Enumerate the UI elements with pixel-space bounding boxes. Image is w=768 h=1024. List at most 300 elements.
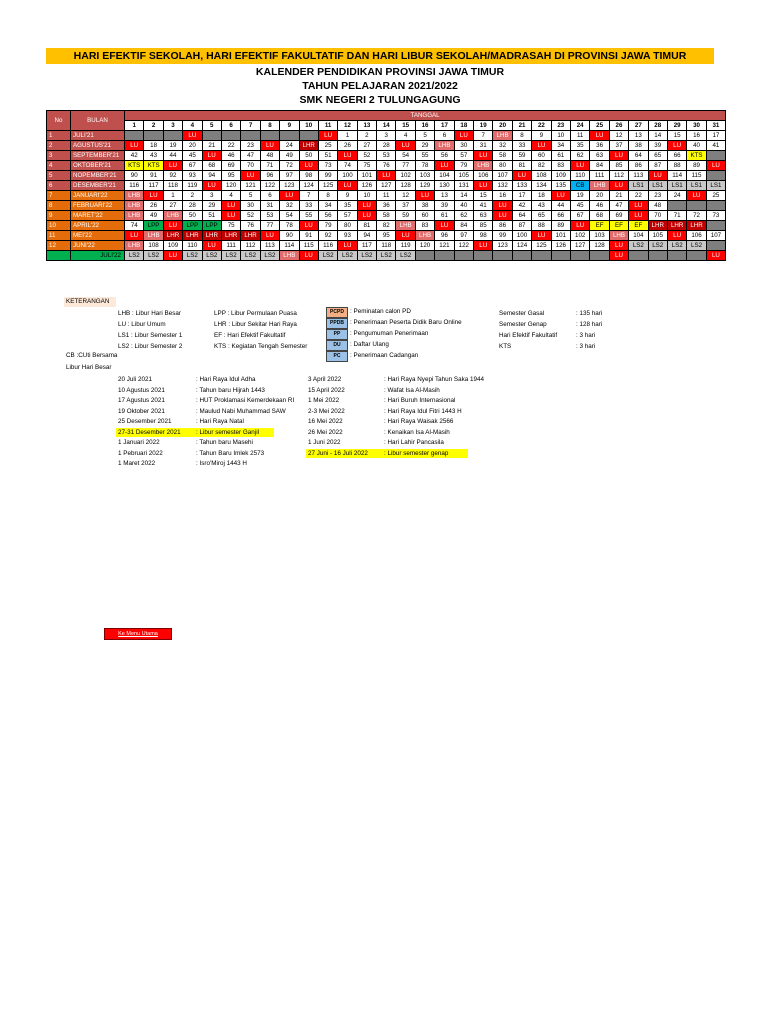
day-cell: 123 [280,181,299,191]
day-cell [667,251,686,261]
legend-title: KETERANGAN [64,297,116,307]
day-cell [551,251,570,261]
calendar-title: KALENDER PENDIDIKAN PROVINSI JAWA TIMUR [255,66,505,78]
month-row [47,201,726,211]
day-cell: 104 [435,171,454,181]
day-cell: 133 [512,181,531,191]
day-header: 31 [706,121,725,131]
day-cell: LU [551,191,570,201]
holiday-name: : Hari Raya Natal [196,418,244,425]
day-cell: 91 [144,171,163,181]
row-number: 1 [47,131,71,141]
day-cell [687,201,706,211]
day-cell: LU [687,191,706,201]
holiday-date: 27-31 Desember 2021 [118,428,181,436]
day-cell: 97 [454,231,473,241]
day-cell: LHB [280,251,299,261]
day-header: 23 [551,121,570,131]
day-cell: 75 [357,161,376,171]
holiday-date: 25 Desember 2021 [118,418,172,425]
day-cell: LS2 [357,251,376,261]
day-cell [706,171,725,181]
day-cell: 110 [570,171,589,181]
day-cell: 16 [687,131,706,141]
day-cell: 39 [648,141,667,151]
day-cell: LHB [609,231,628,241]
day-cell: 110 [183,241,202,251]
day-header: 18 [454,121,473,131]
day-cell: LHR [163,231,182,241]
day-header: 12 [338,121,357,131]
day-cell: 12 [396,191,415,201]
day-cell: LHB [125,211,144,221]
month-row [47,241,726,251]
day-cell: 76 [377,161,396,171]
day-cell: 21 [609,191,628,201]
day-cell: 99 [493,231,512,241]
day-cell: 40 [687,141,706,151]
day-cell: LU [260,231,279,241]
day-header: 19 [474,121,493,131]
day-cell: 65 [648,151,667,161]
day-cell: 45 [570,201,589,211]
day-cell: 87 [512,221,531,231]
day-header: 24 [570,121,589,131]
day-cell: LHB [474,161,493,171]
day-cell: LU [570,161,589,171]
day-cell: 33 [299,201,318,211]
day-cell: 11 [570,131,589,141]
day-cell: 98 [299,171,318,181]
day-cell: 56 [318,211,337,221]
day-cell: 61 [435,211,454,221]
day-cell: 111 [221,241,240,251]
row-number: 6 [47,181,71,191]
day-cell: 59 [396,211,415,221]
day-cell: KTS [144,161,163,171]
row-number: 11 [47,231,71,241]
day-cell: LU [609,241,628,251]
day-header: 17 [435,121,454,131]
day-cell: 112 [241,241,260,251]
day-cell: 3 [202,191,221,201]
summary-value: : 3 hari [576,332,596,339]
day-cell: 1 [163,191,182,201]
holiday-date: 1 Mei 2022 [308,397,340,404]
day-cell [648,251,667,261]
legend-box-label: : Pengumuman Penerimaan [350,330,429,337]
day-cell: LS2 [318,251,337,261]
day-cell [512,251,531,261]
day-cell: 111 [590,171,609,181]
day-cell: LU [125,141,144,151]
day-cell: 108 [144,241,163,251]
day-cell: 73 [318,161,337,171]
day-cell: LU [396,231,415,241]
month-row [47,171,726,181]
day-cell: 5 [241,191,260,201]
day-cell: LS1 [687,181,706,191]
day-cell: 34 [551,141,570,151]
day-cell: EF [609,221,628,231]
day-cell: LHR [667,221,686,231]
holiday-date: 10 Agustus 2021 [118,386,165,394]
day-cell: 36 [377,201,396,211]
day-cell: LU [221,201,240,211]
day-cell: LU [648,171,667,181]
legend-box-label: : Penerimaan Cadangan [350,352,419,359]
day-cell: 51 [202,211,221,221]
day-cell: 107 [493,171,512,181]
day-cell: 77 [396,161,415,171]
header-no: No [47,111,71,131]
day-cell: 68 [590,211,609,221]
day-cell: 61 [551,151,570,161]
holiday-name: : Hari Raya Idul Adha [196,376,256,383]
day-cell: 124 [299,181,318,191]
day-cell [435,251,454,261]
day-cell: 96 [435,231,454,241]
day-cell: 120 [221,181,240,191]
day-cell: 118 [377,241,396,251]
day-cell: 13 [435,191,454,201]
day-cell: LU [706,161,725,171]
day-cell: LHB [125,191,144,201]
day-header: 20 [493,121,512,131]
day-cell: 15 [667,131,686,141]
day-cell: LPP [144,221,163,231]
day-header: 15 [396,121,415,131]
day-cell: 4 [221,191,240,201]
day-cell: 77 [260,221,279,231]
day-cell: 112 [609,171,628,181]
holiday-name: : Tahun Baru Imlek 2573 [196,449,265,457]
day-cell: 132 [493,181,512,191]
holiday-name: : Hari Buruh Internasional [384,397,456,404]
day-cell: LU [338,241,357,251]
day-cell: 86 [493,221,512,231]
day-cell: 36 [590,141,609,151]
day-cell: 20 [590,191,609,201]
row-number: 4 [47,161,71,171]
day-cell: 6 [435,131,454,141]
day-header: 29 [667,121,686,131]
day-cell: LU [221,211,240,221]
day-cell: 81 [512,161,531,171]
day-cell: 81 [357,221,376,231]
day-cell: 35 [570,141,589,151]
day-cell: 6 [260,191,279,201]
day-cell [629,251,648,261]
day-cell: 10 [357,191,376,201]
day-cell: 126 [357,181,376,191]
day-cell [687,251,706,261]
day-cell: 89 [551,221,570,231]
day-cell [667,201,686,211]
day-cell: 62 [570,151,589,161]
day-cell: 9 [532,131,551,141]
month-name: DESEMBER'21 [71,181,125,191]
day-cell: LU [338,151,357,161]
row-number: 9 [47,211,71,221]
day-cell [125,131,144,141]
day-cell: LU [144,191,163,201]
day-cell: 17 [706,131,725,141]
day-cell: 122 [260,181,279,191]
day-cell: 30 [454,141,473,151]
holiday-date: 19 Oktober 2021 [118,407,165,415]
month-row [47,211,726,221]
academic-year: TAHUN PELAJARAN 2021/2022 [302,80,458,92]
day-cell: LHB [125,201,144,211]
day-cell: 47 [609,201,628,211]
day-cell: LHB [590,181,609,191]
day-cell: 100 [512,231,531,241]
day-cell: LU [609,251,628,261]
day-cell: 46 [221,151,240,161]
row-number [47,251,71,261]
day-cell: 43 [532,201,551,211]
day-cell [144,131,163,141]
holiday-name: : Hari Raya Waisak 2566 [384,418,454,425]
day-cell [454,251,473,261]
day-cell: 88 [532,221,551,231]
day-cell [280,131,299,141]
day-cell: 48 [648,201,667,211]
day-cell [570,251,589,261]
row-number: 7 [47,191,71,201]
day-cell: LHR [648,221,667,231]
day-cell: 33 [512,141,531,151]
day-header: 21 [512,121,531,131]
day-cell: 57 [338,211,357,221]
day-cell: LU [202,151,221,161]
day-cell: 99 [318,171,337,181]
day-cell: LS2 [241,251,260,261]
legend-box: PC [326,351,348,362]
day-header: 5 [202,121,221,131]
day-cell: 97 [280,171,299,181]
holiday-date: 15 April 2022 [308,386,345,394]
day-cell: 26 [144,201,163,211]
day-cell: 66 [667,151,686,161]
day-cell: 37 [396,201,415,211]
day-cell: LS1 [706,181,725,191]
holiday-date: 1 Januari 2022 [118,439,160,446]
row-number: 8 [47,201,71,211]
day-cell: LU [609,181,628,191]
summary-label: Hari Efektif Fakultatif [499,332,558,339]
day-cell: 5 [415,131,434,141]
day-cell: 100 [338,171,357,181]
day-cell: 38 [629,141,648,151]
day-cell: 51 [318,151,337,161]
day-cell: 2 [357,131,376,141]
day-cell: LS1 [648,181,667,191]
day-cell: 119 [396,241,415,251]
day-cell: 64 [629,151,648,161]
day-cell: LHB [125,241,144,251]
day-cell: 87 [648,161,667,171]
day-cell: 118 [163,181,182,191]
day-cell: 49 [144,211,163,221]
month-row [47,161,726,171]
day-cell: 125 [532,241,551,251]
day-cell: 75 [221,221,240,231]
day-cell: LHB [396,221,415,231]
legend-box-label: : Peminatan calon PD [350,308,411,315]
month-row [47,181,726,191]
day-cell: LU [299,251,318,261]
day-cell [590,251,609,261]
holiday-date: 1 Maret 2022 [118,460,156,467]
day-cell: 2 [183,191,202,201]
day-cell: 79 [454,161,473,171]
day-cell: 11 [377,191,396,201]
day-cell: 8 [318,191,337,201]
day-cell: 117 [144,181,163,191]
day-cell: 86 [629,161,648,171]
day-cell: 95 [221,171,240,181]
school-name: SMK NEGERI 2 TULUNGAGUNG [299,94,461,106]
day-cell: 69 [221,161,240,171]
day-cell: 50 [299,151,318,161]
day-cell: 42 [512,201,531,211]
day-cell: 76 [241,221,260,231]
day-cell: LS2 [221,251,240,261]
day-cell: LHB [493,131,512,141]
day-cell: 67 [183,161,202,171]
day-cell: 116 [125,181,144,191]
day-cell: 73 [706,211,725,221]
day-cell: 106 [687,231,706,241]
day-cell [221,131,240,141]
day-cell [241,131,260,141]
day-cell: 109 [551,171,570,181]
day-cell: 53 [260,211,279,221]
day-header: 13 [357,121,376,131]
day-header: 9 [280,121,299,131]
day-cell: LU [163,251,182,261]
day-cell: 26 [338,141,357,151]
day-cell: 82 [532,161,551,171]
day-cell: 3 [377,131,396,141]
day-cell: LS2 [377,251,396,261]
legend-item: LS1 : Libur Semester 1 [118,332,183,339]
day-cell: LS2 [202,251,221,261]
day-cell: EF [590,221,609,231]
day-cell: 24 [667,191,686,201]
day-cell: 121 [241,181,260,191]
day-cell: LU [667,141,686,151]
day-header: 11 [318,121,337,131]
day-cell: 39 [435,201,454,211]
day-cell: 35 [338,201,357,211]
day-cell: 1 [338,131,357,141]
day-header: 7 [241,121,260,131]
holiday-date: 3 April 2022 [308,376,342,383]
day-cell: 14 [454,191,473,201]
day-cell: 64 [512,211,531,221]
day-cell: 79 [318,221,337,231]
day-cell: KTS [125,161,144,171]
row-number: 12 [47,241,71,251]
day-cell [493,251,512,261]
day-cell: LU [280,191,299,201]
day-cell: 30 [241,201,260,211]
day-cell: 102 [570,231,589,241]
holiday-name: : Hari Raya Idul Fitri 1443 H [384,407,462,415]
holiday-date: 1 Pebruari 2022 [118,449,163,457]
day-cell: 16 [493,191,512,201]
main-menu-button[interactable]: Ke Menu Utama [104,628,172,640]
day-cell: 55 [299,211,318,221]
day-cell: 69 [609,211,628,221]
day-cell [706,151,725,161]
day-header: 2 [144,121,163,131]
day-cell: 117 [357,241,376,251]
day-cell: 67 [570,211,589,221]
day-cell: LS2 [125,251,144,261]
day-cell: LS2 [260,251,279,261]
day-cell: 25 [706,191,725,201]
day-cell: LU [512,171,531,181]
day-cell: LS1 [667,181,686,191]
day-cell: LS2 [648,241,667,251]
day-cell: 63 [590,151,609,161]
summary-label: Semester Gasal [499,310,545,317]
day-cell: LU [532,231,551,241]
legend-box: PPDB [326,318,348,329]
day-cell: LHB [163,211,182,221]
header-tanggal: TANGGAL [125,111,726,121]
day-cell: 103 [590,231,609,241]
calendar-table [46,110,726,261]
day-cell: LU [202,181,221,191]
day-cell: 18 [532,191,551,201]
holiday-date: 2-3 Mei 2022 [308,407,345,415]
day-cell: LU [338,181,357,191]
holiday-date: 17 Agustus 2021 [118,397,165,404]
summary-label: Semester Genap [499,321,547,328]
legend-box-label: : Penerimaan Peserta Didik Baru Online [350,319,462,326]
day-cell: LHR [299,141,318,151]
day-cell: LS1 [629,181,648,191]
day-cell: LU [299,221,318,231]
day-cell: 18 [144,141,163,151]
day-cell: 45 [183,151,202,161]
day-cell: 38 [415,201,434,211]
day-cell: 105 [454,171,473,181]
day-cell: LHR [221,231,240,241]
day-cell: 37 [609,141,628,151]
day-cell: 49 [280,151,299,161]
day-cell: 25 [318,141,337,151]
day-cell: 31 [260,201,279,211]
day-cell: 72 [687,211,706,221]
day-cell: 129 [415,181,434,191]
day-cell: LU [163,161,182,171]
day-cell: 109 [163,241,182,251]
day-cell: 80 [338,221,357,231]
day-cell: LU [629,201,648,211]
day-cell: 22 [629,191,648,201]
month-name: JUNI'22 [71,241,125,251]
day-cell: 62 [454,211,473,221]
holiday-name: : Libur semester genap [384,449,449,457]
summary-value: : 135 hari [576,310,603,317]
day-cell: 92 [163,171,182,181]
